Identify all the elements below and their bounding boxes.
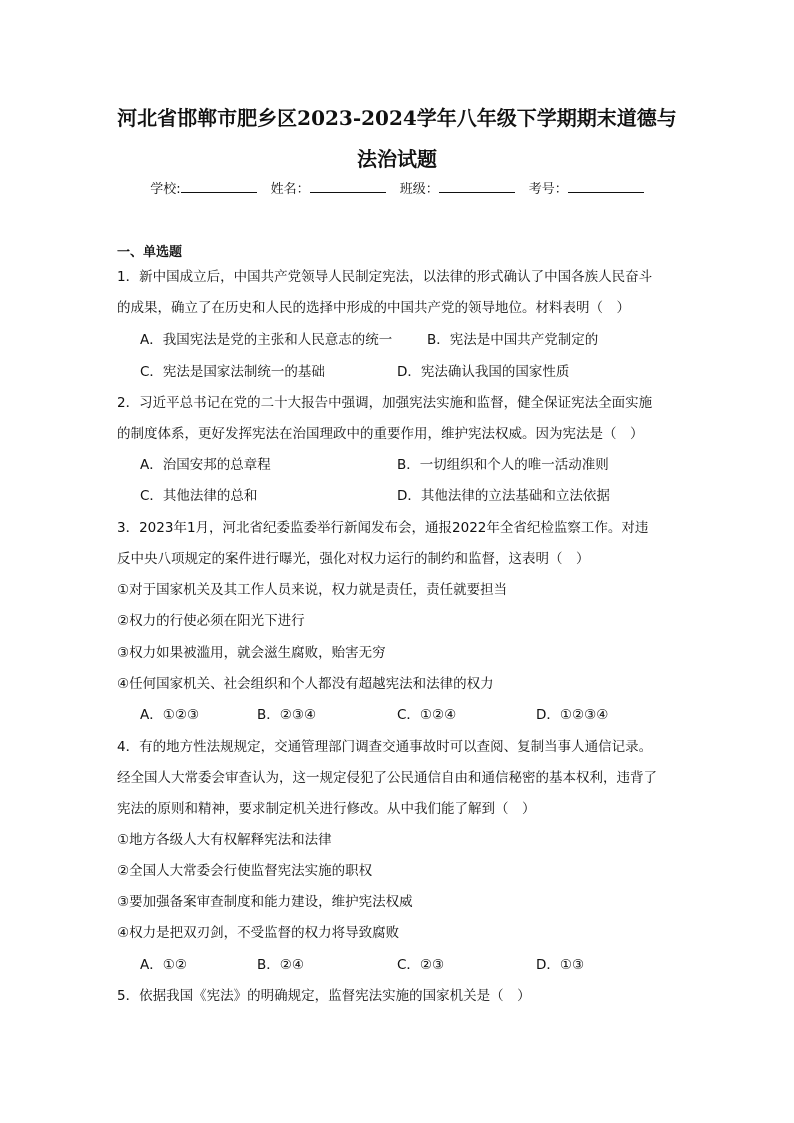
q2-option-d[interactable]: D．其他法律的立法基础和立法依据	[397, 488, 610, 504]
school-label: 学校:	[150, 182, 181, 197]
section-heading: 一、单选题	[117, 245, 183, 260]
q4-stem-line1: 4．有的地方性法规规定，交通管理部门调查交通事故时可以查阅、复制当事人通信记录。	[117, 739, 653, 755]
exam-no-label: 考号：	[528, 182, 568, 197]
name-blank[interactable]	[310, 180, 386, 193]
q2-option-c[interactable]: C．其他法律的总和	[140, 488, 258, 504]
q2-option-a[interactable]: A．治国安邦的总章程	[140, 457, 271, 473]
exam-title-line1: 河北省邯郸市肥乡区2023-2024学年八年级下学期期末道德与	[117, 106, 677, 130]
q5-stem-line1: 5．依据我国《宪法》的明确规定，监督宪法实施的国家机关是（ ）	[117, 988, 531, 1004]
q3-stem-line2: 反中央八项规定的案件进行曝光，强化对权力运行的制约和监督，这表明（ ）	[117, 551, 590, 567]
q1-option-c[interactable]: C．宪法是国家法制统一的基础	[140, 364, 325, 380]
q1-stem-line2: 的成果，确立了在历史和人民的选择中形成的中国共产党的领导地位。材料表明（ ）	[117, 300, 630, 316]
q4-stem-line3: 宪法的原则和精神，要求制定机关进行修改。从中我们能了解到（ ）	[117, 801, 536, 817]
q1-option-b[interactable]: B．宪法是中国共产党制定的	[427, 332, 599, 348]
class-label: 班级：	[399, 182, 439, 197]
q4-statement-2: ②全国人大常委会行使监督宪法实施的职权	[117, 863, 373, 879]
q4-stem-line2: 经全国人大常委会审查认为，这一规定侵犯了公民通信自由和通信秘密的基本权利，违背了	[117, 770, 657, 786]
q4-option-a[interactable]: A．①②	[140, 957, 187, 973]
q1-option-a[interactable]: A．我国宪法是党的主张和人民意志的统一	[140, 332, 393, 348]
school-blank[interactable]	[181, 180, 257, 193]
q3-statement-1: ①对于国家机关及其工作人员来说，权力就是责任，责任就要担当	[117, 582, 508, 598]
class-blank[interactable]	[439, 180, 515, 193]
q2-option-b[interactable]: B．一切组织和个人的唯一活动准则	[397, 457, 609, 473]
exam-no-blank[interactable]	[568, 180, 644, 193]
q3-option-b[interactable]: B．②③④	[257, 707, 317, 723]
q3-option-c[interactable]: C．①②④	[397, 707, 457, 723]
q1-option-d[interactable]: D．宪法确认我国的国家性质	[397, 364, 570, 380]
name-label: 姓名：	[270, 182, 310, 197]
q4-statement-4: ④权力是把双刃剑，不受监督的权力将导致腐败	[117, 925, 400, 941]
q2-stem-line2: 的制度体系，更好发挥宪法在治国理政中的重要作用，维护宪法权威。因为宪法是（ ）	[117, 426, 644, 442]
q3-statement-4: ④任何国家机关、社会组织和个人都没有超越宪法和法律的权力	[117, 676, 494, 692]
q4-option-b[interactable]: B．②④	[257, 957, 304, 973]
q2-stem-line1: 2．习近平总书记在党的二十大报告中强调，加强宪法实施和监督，健全保证宪法全面实施	[117, 395, 653, 411]
q3-statement-3: ③权力如果被滥用，就会滋生腐败，贻害无穷	[117, 645, 386, 661]
q4-statement-1: ①地方各级人大有权解释宪法和法律	[117, 832, 332, 848]
q3-option-d[interactable]: D．①②③④	[536, 707, 609, 723]
q3-option-a[interactable]: A．①②③	[140, 707, 200, 723]
q3-statement-2: ②权力的行使必须在阳光下进行	[117, 613, 305, 629]
exam-title-line2: 法治试题	[357, 147, 437, 171]
q4-option-c[interactable]: C．②③	[397, 957, 445, 973]
student-info-row	[0, 180, 794, 200]
q3-stem-line1: 3．2023年1月，河北省纪委监委举行新闻发布会，通报2022年全省纪检监察工作。对违	[117, 520, 649, 536]
q4-statement-3: ③要加强备案审查制度和能力建设，维护宪法权威	[117, 894, 413, 910]
q4-option-d[interactable]: D．①③	[536, 957, 585, 973]
q1-stem-line1: 1．新中国成立后，中国共产党领导人民制定宪法，以法律的形式确认了中国各族人民奋斗	[117, 269, 653, 285]
